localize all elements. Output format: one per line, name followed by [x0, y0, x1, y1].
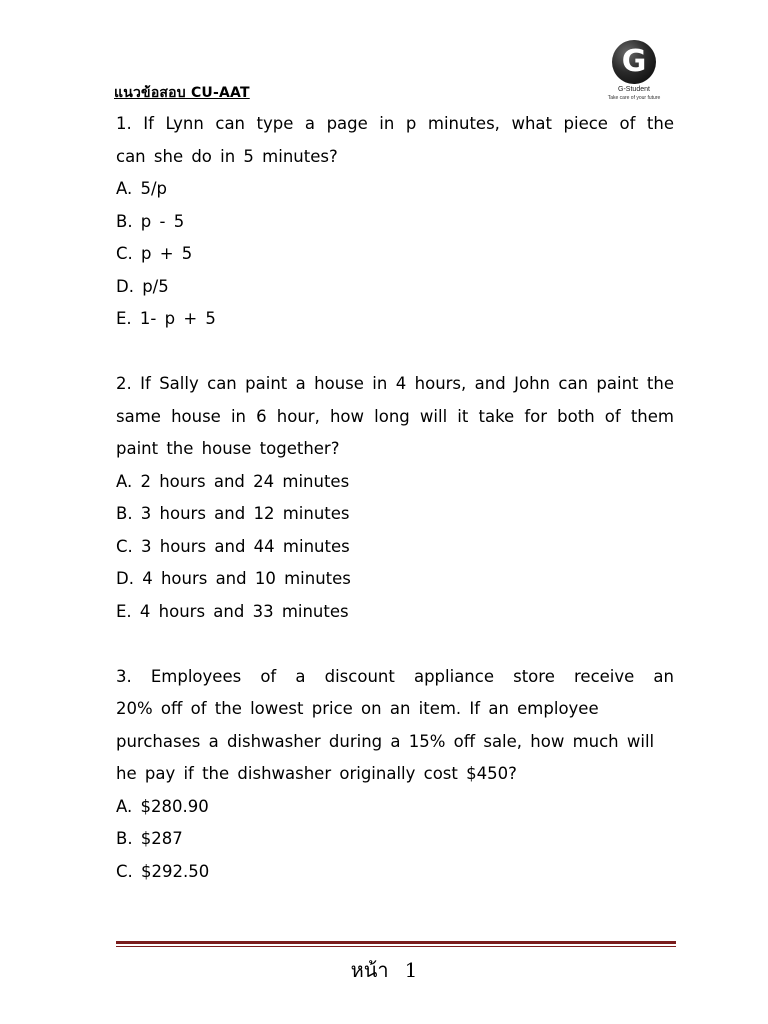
question-1 — [116, 108, 674, 336]
answer-choice: A. 5/p — [116, 179, 168, 198]
logo-tagline: Take care of your future — [607, 95, 661, 101]
g-student-logo — [598, 40, 670, 104]
question-text-line: he pay if the dishwasher originally cost $450? — [116, 764, 517, 783]
question-text-line: same house in 6 hour, how long will it take for both of them — [116, 406, 674, 426]
answer-choice: C. 3 hours and 44 minutes — [116, 536, 350, 556]
question-text-line: purchases a dishwasher during a 15% off sale, how much will — [116, 731, 655, 751]
footer-rule — [116, 941, 676, 944]
question-text-line: 2. If Sally can paint a house in 4 hours, and John can paint the — [116, 374, 674, 393]
answer-choice: B. $287 — [116, 829, 183, 848]
answer-choice: C. p + 5 — [116, 244, 193, 263]
spacer — [116, 336, 674, 369]
question-text-line: 20% off of the lowest price on an item. If an employee — [116, 699, 599, 718]
answer-choice: A. 2 hours and 24 minutes — [116, 471, 350, 491]
question-text-line: 3. Employees of a discount appliance store receive an — [116, 666, 674, 686]
question-3 — [116, 661, 674, 889]
page-label: หน้า — [350, 958, 389, 982]
question-text-line: paint the house together? — [116, 439, 340, 458]
question-text-line: can she do in 5 minutes? — [116, 146, 338, 166]
spacer — [116, 628, 674, 661]
answer-choice: E. 1- p + 5 — [116, 309, 216, 328]
answer-choice: D. p/5 — [116, 276, 169, 296]
answer-choice: A. $280.90 — [116, 796, 209, 816]
answer-choice: B. p - 5 — [116, 211, 185, 231]
answer-choice: D. 4 hours and 10 minutes — [116, 569, 351, 588]
question-list — [116, 108, 674, 888]
question-2 — [116, 368, 674, 628]
answer-choice: B. 3 hours and 12 minutes — [116, 504, 350, 523]
page-number-footer — [0, 954, 768, 986]
answer-choice: E. 4 hours and 33 minutes — [116, 601, 349, 621]
page-number: 1 — [404, 958, 418, 982]
logo-name: G-Student — [618, 86, 650, 93]
footer-rule-thin — [116, 946, 676, 947]
document-header-title: แนวข้อสอบ CU-AAT — [114, 85, 250, 101]
logo-letter: G — [621, 44, 647, 79]
logo-emblem — [612, 40, 656, 84]
answer-choice: C. $292.50 — [116, 861, 210, 881]
question-text-line: 1. If Lynn can type a page in p minutes, what piece of the — [116, 114, 674, 133]
